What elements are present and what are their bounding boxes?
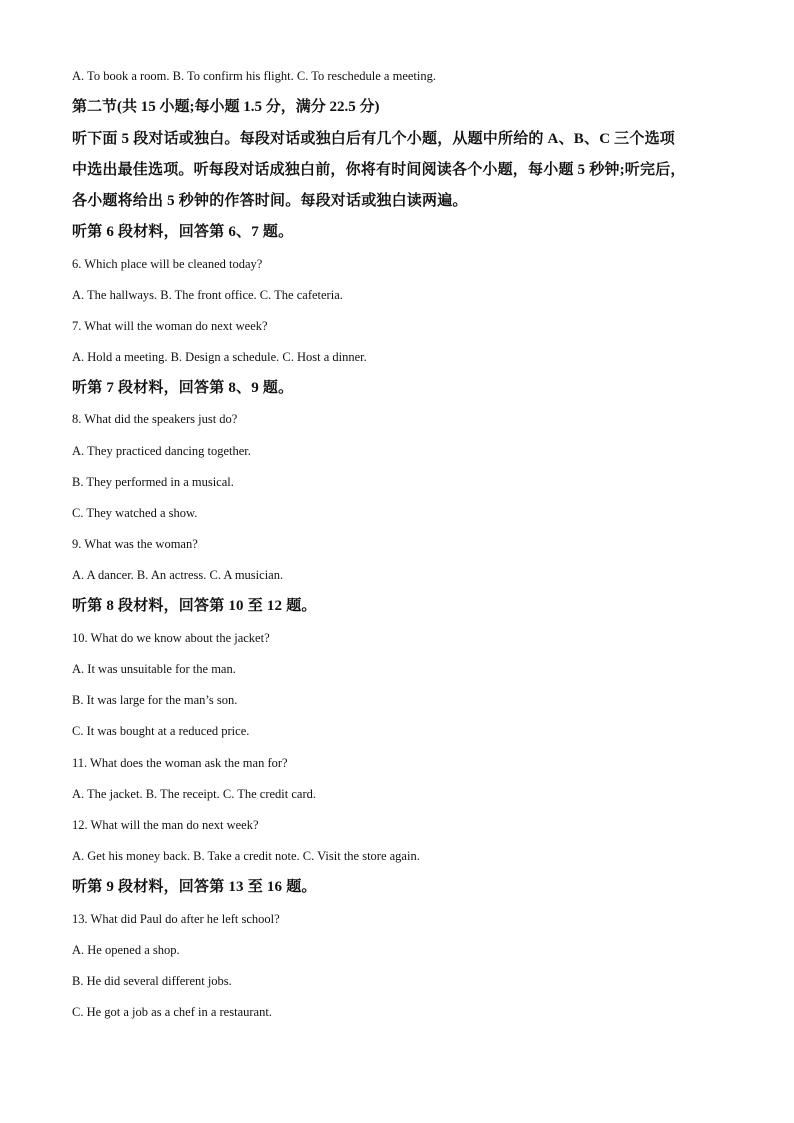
part-heading: 听第 7 段材料，回答第 8、9 题。 [72,380,294,396]
option-line: A. It was unsuitable for the man. [72,662,236,676]
instruction-line: 听下面 5 段对话或独白。每段对话或独白后有几个小题，从题中所给的 A、B、C 三个选项 [72,131,675,147]
question-line: 7. What will the woman do next week? [72,319,268,333]
question-line: 8. What did the speakers just do? [72,412,238,426]
part-heading: 听第 9 段材料，回答第 13 至 16 题。 [72,879,317,895]
instruction-line: 各小题将给出 5 秒钟的作答时间。每段对话或独白读两遍。 [72,193,468,209]
question-line: 11. What does the woman ask the man for? [72,756,288,770]
option-line: A. The hallways. B. The front office. C. The cafeteria. [72,288,343,302]
question-line: 12. What will the man do next week? [72,818,259,832]
question-line: 6. Which place will be cleaned today? [72,257,263,271]
option-line: A. Hold a meeting. B. Design a schedule. C. Host a dinner. [72,350,367,364]
question-line: 10. What do we know about the jacket? [72,631,270,645]
option-line: B. It was large for the man’s son. [72,693,238,707]
option-line: A. He opened a shop. [72,943,180,957]
part-heading: 听第 8 段材料，回答第 10 至 12 题。 [72,598,317,614]
question-line: 13. What did Paul do after he left school? [72,912,280,926]
instruction-line: 中选出最佳选项。听每段对话成独白前，你将有时间阅读各个小题，每小题 5 秒钟;听完后， [72,162,686,178]
option-line: B. He did several different jobs. [72,974,232,988]
option-line: A. The jacket. B. The receipt. C. The credit card. [72,787,317,801]
part-heading: 听第 6 段材料，回答第 6、7 题。 [72,224,294,240]
question-line: 9. What was the woman? [72,537,198,551]
option-line: B. They performed in a musical. [72,475,234,489]
option-line: A. Get his money back. B. Take a credit note. C. Visit the store again. [72,849,420,863]
option-line: A. To book a room. B. To confirm his flight. C. To reschedule a meeting. [72,69,436,83]
option-line: C. They watched a show. [72,506,198,520]
option-line: C. It was bought at a reduced price. [72,724,250,738]
option-line: A. They practiced dancing together. [72,444,251,458]
option-line: A. A dancer. B. An actress. C. A musician. [72,568,284,582]
section-heading: 第二节(共 15 小题;每小题 1.5 分，满分 22.5 分) [72,99,380,115]
option-line: C. He got a job as a chef in a restaurant. [72,1005,272,1019]
